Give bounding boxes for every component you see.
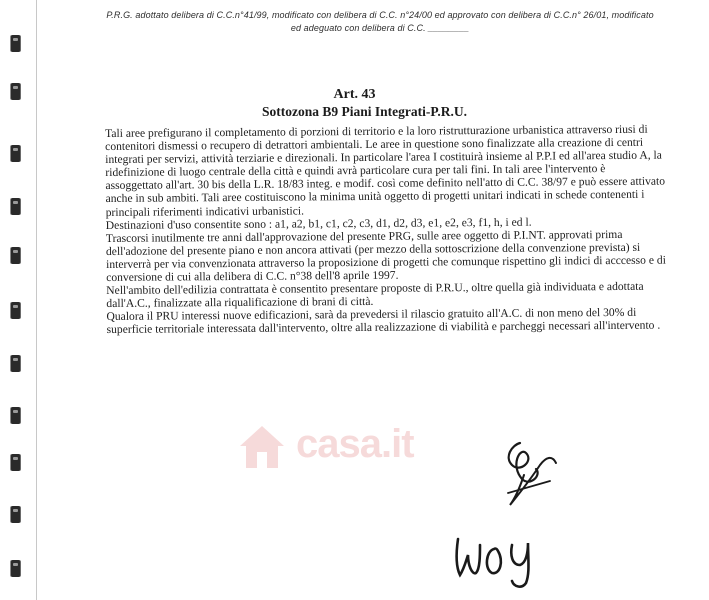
article-number: Art. 43 — [333, 87, 376, 102]
paragraph-pru: Qualora il PRU interessi nuove edificazioni, sarà da prevedersi il rilascio gratuito all'A.C. di non meno del 30% di superficie territoriale interessata dall'intervento, oltre alla realizzazione di viabilità e parcheggi necessari all'intervento . — [106, 306, 661, 337]
header-note-line-2: ed adeguato con delibera di C.C. ________ — [290, 23, 470, 33]
article-subtitle: Sottozona B9 Piani Integrati-P.R.U. — [262, 104, 467, 119]
watermark-text: casa.it — [296, 422, 414, 466]
header-note-line-1: P.R.G. adottato delibera di C.C.n°41/99, modificato con delibera di C.C. n°24/00 ed approvato con delibera di C.C.n° 26/01, modificato — [106, 10, 654, 20]
paragraph-pint: Trascorsi inutilmente tre anni dall'approvazione del presente PRG, sulle aree oggetto di P.I.NT. approvati prima dell'adozione del presente piano e non ancora attivati (per mezzo della sottoscrizione della convenzione prevista) si interverrà per via convenzionata attraverso la proposizione di progetti che comunque rispettino gli indici di acccesso e di conversione di cui alla delibera di C.C. n°38 dell'8 aprile 1997. — [105, 227, 666, 285]
paragraph-edilizia: Nell'ambito dell'edilizia contrattata è consentito presentare proposte di P.R.U., oltre quella già individuata e adottata dall'A.C., finalizzate alla riqualificazione di brani di città. — [106, 279, 644, 311]
header-note — [60, 9, 700, 35]
paragraph-destinations: Destinazioni d'uso consentite sono : a1, a2, b1, c1, c2, c3, d1, d2, d3, e1, e2, e3, f1, h, i ed l. — [105, 215, 532, 232]
house-icon — [234, 418, 290, 474]
paragraph-description: Tali aree prefigurano il completamento di porzioni di territorio e la loro ristrutturazione urbanistica attraverso riusi di contenitori dismessi o recupero di detrattori ambientali. Le aree in questione sono finalizzate alla creazione di centri integrati per servizi, attività terziarie e direzionali. In particolare l'area I costituirà insieme al P.P.I ed all'area studio A, la ridefinizione di luogo centrale della città e quindi avrà particolare cura per tali fini. In tali aree l'intervento è assoggettato all'art. 30 bis della L.R. 18/83 integ. e modif. così come definito nell'atto di C.C. 38/97 e può essere attivato anche in sub ambiti. Tali aree costituiscono la minima unità oggetto di progetti unitari indicati in schede contenenti i principali riferimenti indicativi urbanistici. — [105, 122, 666, 219]
handwritten-initials-icon — [450, 525, 550, 590]
handwritten-signature-icon — [490, 435, 580, 515]
article-body — [105, 123, 667, 337]
watermark — [234, 418, 464, 478]
